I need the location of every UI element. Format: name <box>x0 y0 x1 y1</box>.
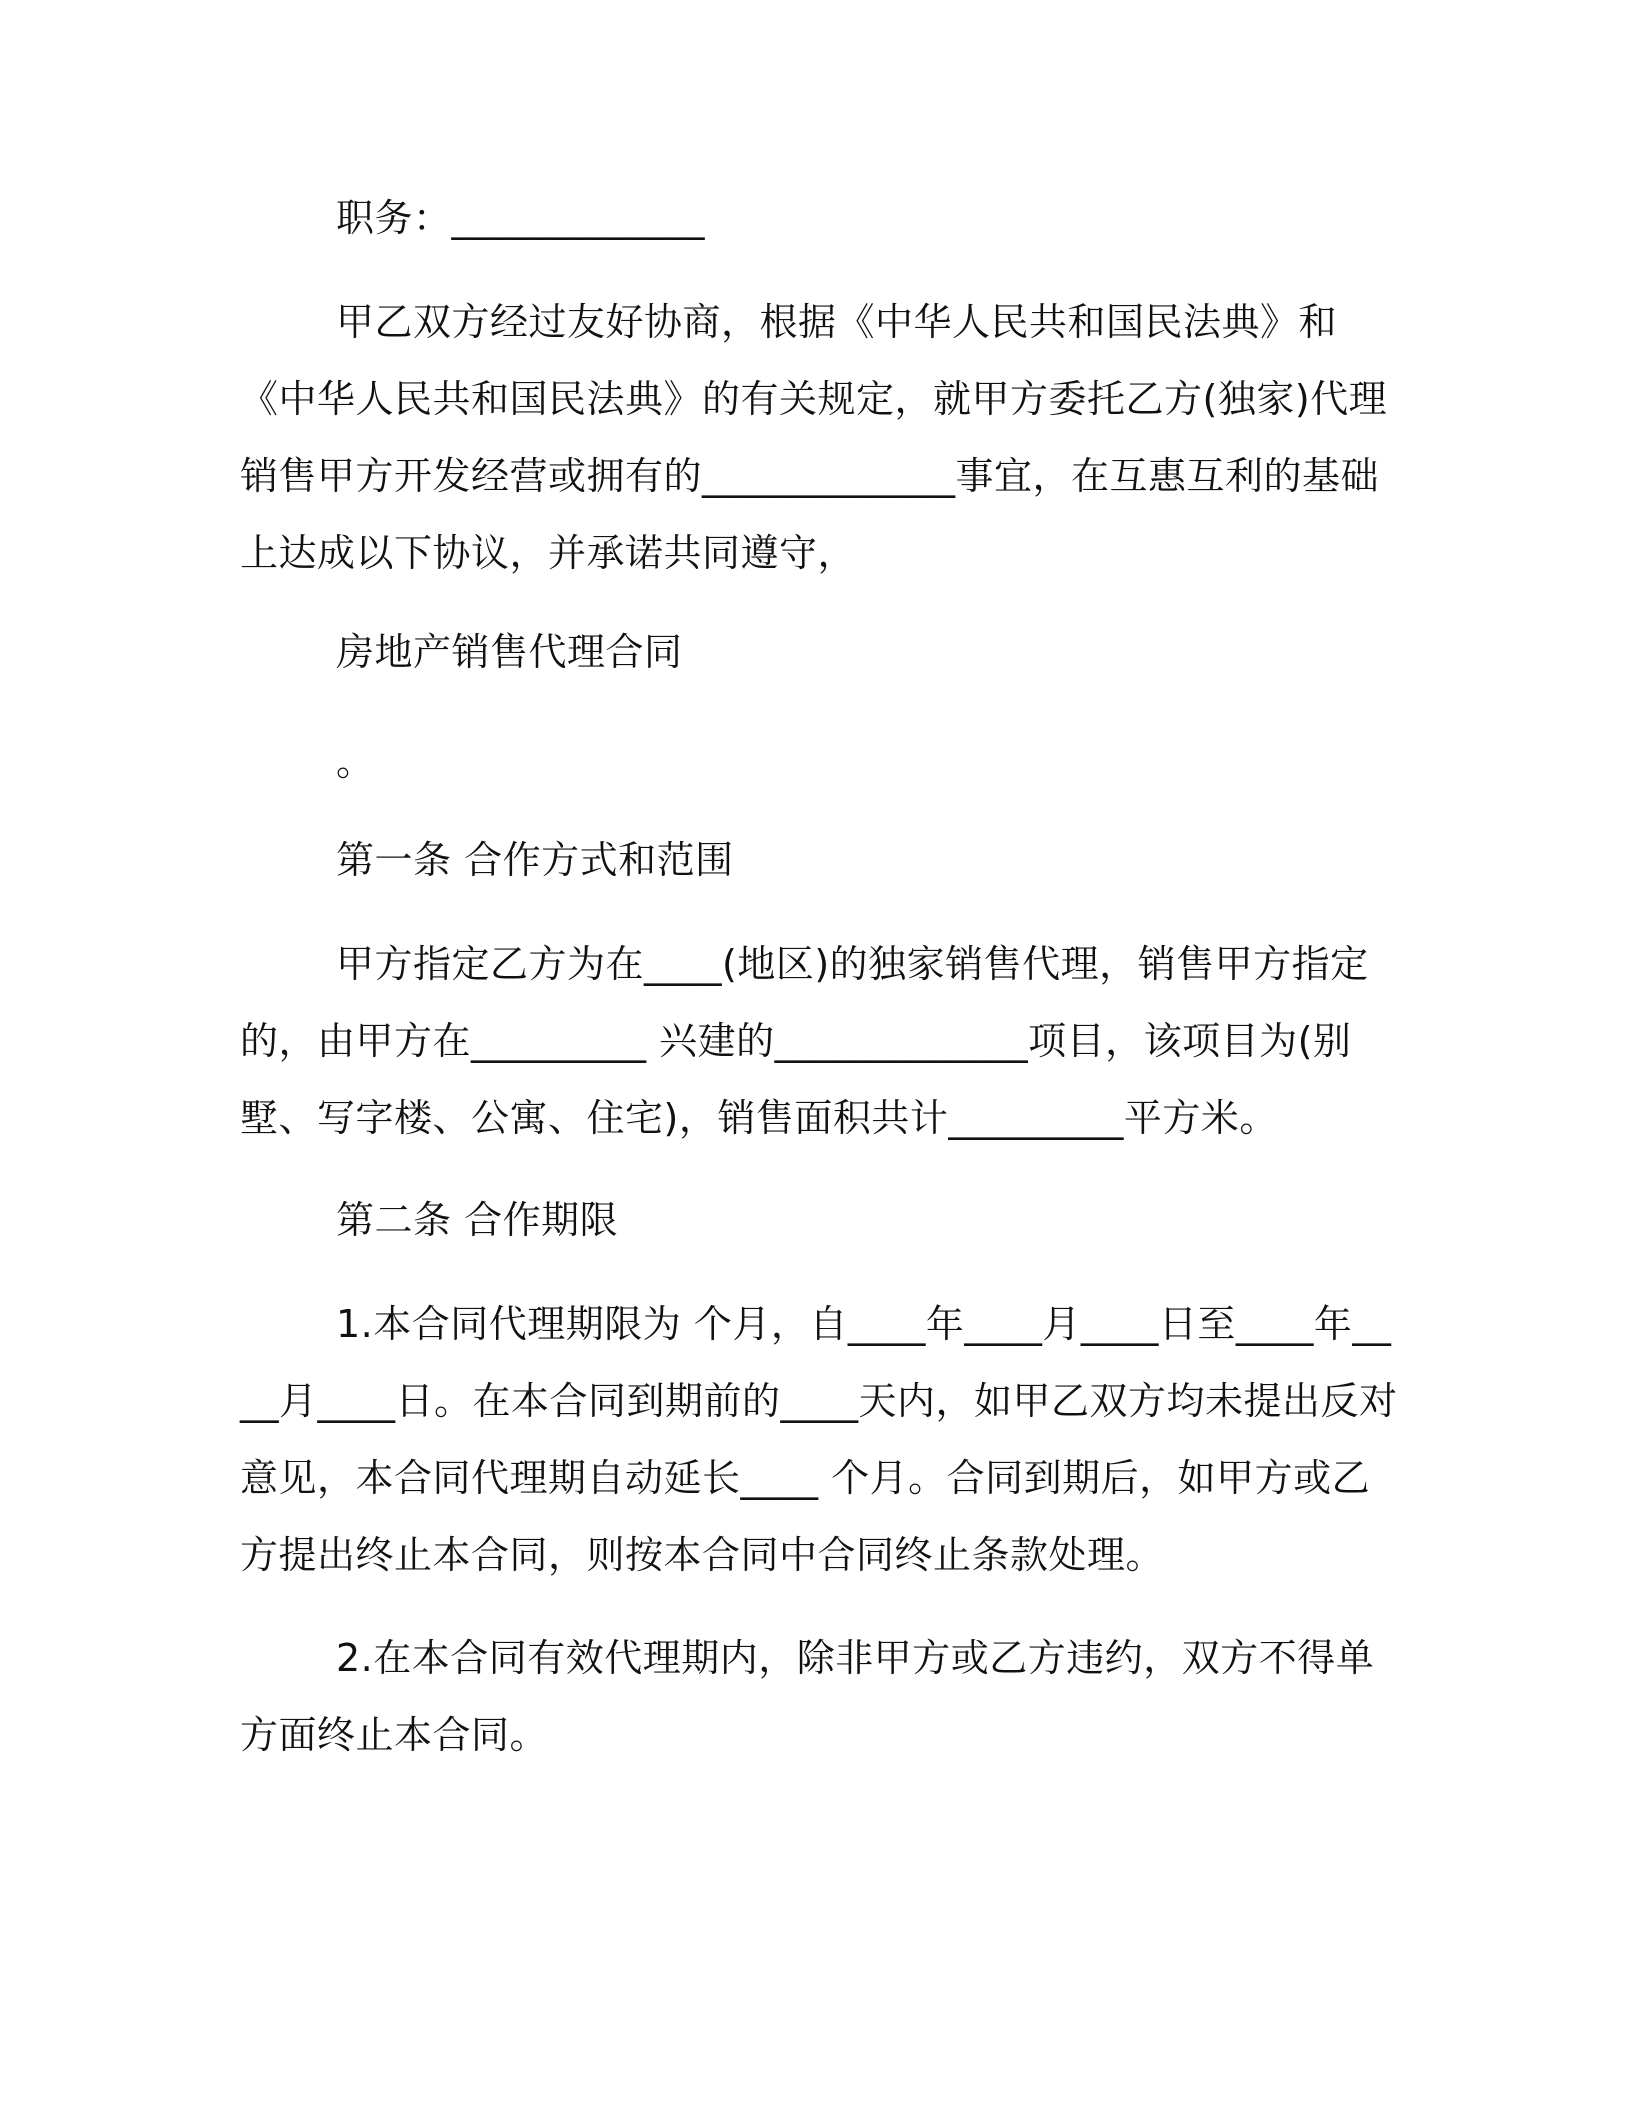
contract-title: 房地产销售代理合同 <box>336 630 683 674</box>
article-2-item-2: 2.在本合同有效代理期内，除非甲方或乙方违约，双方不得单方面终止本合同。 <box>240 1636 1375 1757</box>
period-mark: 。 <box>336 740 375 784</box>
intro-paragraph: 甲乙双方经过友好协商，根据《中华人民共和国民法典》和《中华人民共和国民法典》的有关规定，就甲方委托乙方(独家)代理销售甲方开发经营或拥有的_____________事宜，在互惠互利的基础上达成以下协议，并承诺共同遵守， <box>240 300 1388 575</box>
position-line: 职务：_____________ <box>336 196 706 240</box>
article-1-heading: 第一条 合作方式和范围 <box>336 838 734 882</box>
article-2-item-1: 1.本合同代理期限为 个月，自____年____月____日至____年____月____日。在本合同到期前的____天内，如甲乙双方均未提出反对意见，本合同代理期自动延长____ 个月。合同到期后，如甲方或乙方提出终止本合同，则按本合同中合同终止条款处理。 <box>240 1302 1398 1577</box>
article-1-body: 甲方指定乙方为在____(地区)的独家销售代理，销售甲方指定的，由甲方在_________ 兴建的_____________项目，该项目为(别墅、写字楼、公寓、住宅)，销售面积共计_________平方米。 <box>240 942 1369 1140</box>
article-2-heading: 第二条 合作期限 <box>336 1198 619 1242</box>
